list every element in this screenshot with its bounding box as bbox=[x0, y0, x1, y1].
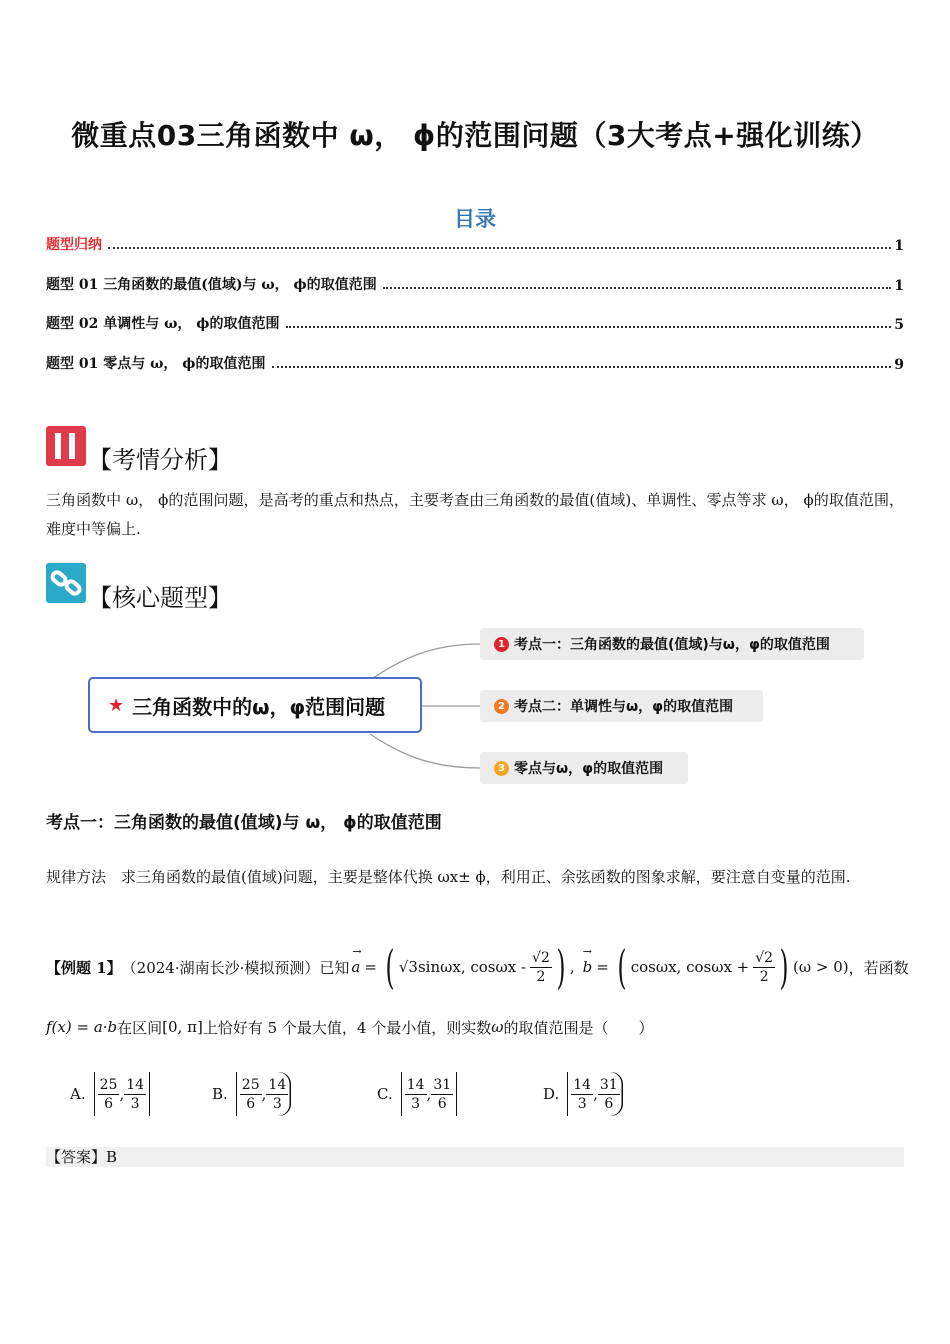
central-node-label: 三角函数中的ω，φ范围问题 bbox=[132, 694, 386, 719]
choice-a[interactable]: A. $\frac{25}{6}$ , $\frac{14}{3}$ bbox=[70, 1072, 150, 1116]
vector-a: → a bbox=[351, 945, 362, 976]
branch-label: 考点一：三角函数的最值(值域)与ω，φ的取值范围 bbox=[514, 637, 830, 653]
toc-leader bbox=[286, 325, 892, 328]
example-label: 【例题 1】 bbox=[46, 958, 122, 977]
badge-icon: 1 bbox=[494, 637, 509, 652]
choice-b[interactable]: B. $\frac{25}{6}$ , $\frac{14}{3}$ bbox=[212, 1072, 291, 1116]
section-title-analysis: 【考情分析】 bbox=[88, 446, 232, 474]
toc-label: 题型 01 三角函数的最值(值域)与 ω， ϕ的取值范围 bbox=[46, 277, 377, 293]
badge-icon: 2 bbox=[494, 699, 509, 714]
fraction: $\frac{√2}{2}$ bbox=[532, 949, 550, 985]
method-paragraph: 规律方法 求三角函数的最值(值域)问题，主要是整体代换 ωx± ϕ，利用正、余弦函数的图象求解，要注意自变量的范围. bbox=[46, 868, 851, 886]
fraction: $\frac{14}{3}$ bbox=[406, 1076, 425, 1112]
fraction: $\frac{√2}{2}$ bbox=[755, 949, 774, 985]
mindmap-central-node[interactable] bbox=[88, 677, 422, 733]
fraction: $\frac{31}{6}$ bbox=[433, 1076, 452, 1112]
badge-icon: 3 bbox=[494, 761, 509, 776]
toc-page: 9 bbox=[894, 357, 904, 373]
fraction: $\frac{14}{3}$ bbox=[268, 1076, 287, 1112]
toc-row[interactable] bbox=[46, 311, 904, 333]
a-sqrt: √3 bbox=[398, 958, 418, 976]
fraction: $\frac{25}{6}$ bbox=[99, 1076, 118, 1112]
link-icon bbox=[46, 563, 86, 603]
toc-row[interactable] bbox=[46, 351, 904, 373]
mindmap-branch-2[interactable] bbox=[480, 690, 763, 722]
toc-label: 题型 02 单调性与 ω， ϕ的取值范围 bbox=[46, 316, 280, 332]
answer-bar: 【答案】B bbox=[46, 1147, 904, 1167]
analysis-paragraph: 三角函数中 ω， ϕ的范围问题，是高考的重点和热点，主要考查由三角函数的最值(值域)、单调性、零点等求 ω， ϕ的取值范围，难度中等偏上. bbox=[46, 491, 904, 538]
toc-heading: 目录 bbox=[454, 207, 496, 231]
arrow-icon: → bbox=[582, 945, 592, 958]
omega-condition: (ω > 0) bbox=[793, 958, 849, 976]
page-title: 微重点03三角函数中 ω， ϕ的范围问题（3大考点+强化训练） bbox=[71, 119, 879, 152]
toc-label: 题型 01 零点与 ω， ϕ的取值范围 bbox=[46, 356, 266, 372]
fraction: $\frac{25}{6}$ bbox=[241, 1076, 260, 1112]
example-line-1: 【例题 1】 （2024·湖南长沙·模拟预测）已知 → a = ( √3 sinωx, cosωx - $\frac{√2}{2}$ ) , → b = ( cosωx, cosωx + $\frac{√2}{2}$ ) (ω > 0) ，若函数 bbox=[46, 940, 909, 994]
a-expr: sinωx, cosωx - bbox=[417, 958, 527, 976]
fraction: $\frac{14}{3}$ bbox=[126, 1076, 145, 1112]
function-expr: f(x) = a·b bbox=[46, 1018, 118, 1036]
example-source: （2024·湖南长沙·模拟预测）已知 bbox=[121, 958, 350, 977]
toc-page: 1 bbox=[894, 238, 904, 254]
fraction: $\frac{31}{6}$ bbox=[599, 1076, 618, 1112]
choice-c[interactable]: C. $\frac{14}{3}$ , $\frac{31}{6}$ bbox=[377, 1072, 457, 1116]
toc-leader bbox=[383, 286, 892, 289]
vector-b: → b bbox=[582, 945, 593, 976]
arrow-icon: → bbox=[352, 945, 362, 958]
branch-label: 考点二：单调性与ω，φ的取值范围 bbox=[514, 699, 734, 715]
interval: [0, π] bbox=[162, 1018, 203, 1036]
toc-row[interactable] bbox=[46, 232, 904, 254]
toc-row[interactable] bbox=[46, 272, 904, 294]
star-icon: ★ bbox=[108, 694, 125, 716]
mindmap-branch-3[interactable] bbox=[480, 752, 688, 784]
example-tail: ，若函数 bbox=[848, 958, 909, 977]
toc-leader bbox=[272, 365, 892, 368]
toc-label: 题型归纳 bbox=[46, 237, 102, 253]
analysis-icon bbox=[46, 426, 86, 466]
choice-d[interactable]: D. $\frac{14}{3}$ , $\frac{31}{6}$ bbox=[543, 1072, 623, 1116]
example-line-2: f(x) = a·b 在区间 [0, π] 上恰好有 5 个最大值，4 个最小值，则实数 ω 的取值范围是（ ） bbox=[46, 1018, 654, 1037]
toc-page: 5 bbox=[894, 317, 904, 333]
kaodian-heading: 考点一：三角函数的最值(值域)与 ω， ϕ的取值范围 bbox=[46, 813, 442, 833]
toc-page: 1 bbox=[894, 278, 904, 294]
branch-label: 零点与ω，φ的取值范围 bbox=[514, 761, 664, 777]
b-expr: cosωx, cosωx + bbox=[630, 958, 750, 976]
section-title-core: 【核心题型】 bbox=[88, 584, 232, 612]
mindmap-branch-1[interactable] bbox=[480, 628, 864, 660]
toc-leader bbox=[108, 246, 891, 249]
fraction: $\frac{14}{3}$ bbox=[573, 1076, 592, 1112]
